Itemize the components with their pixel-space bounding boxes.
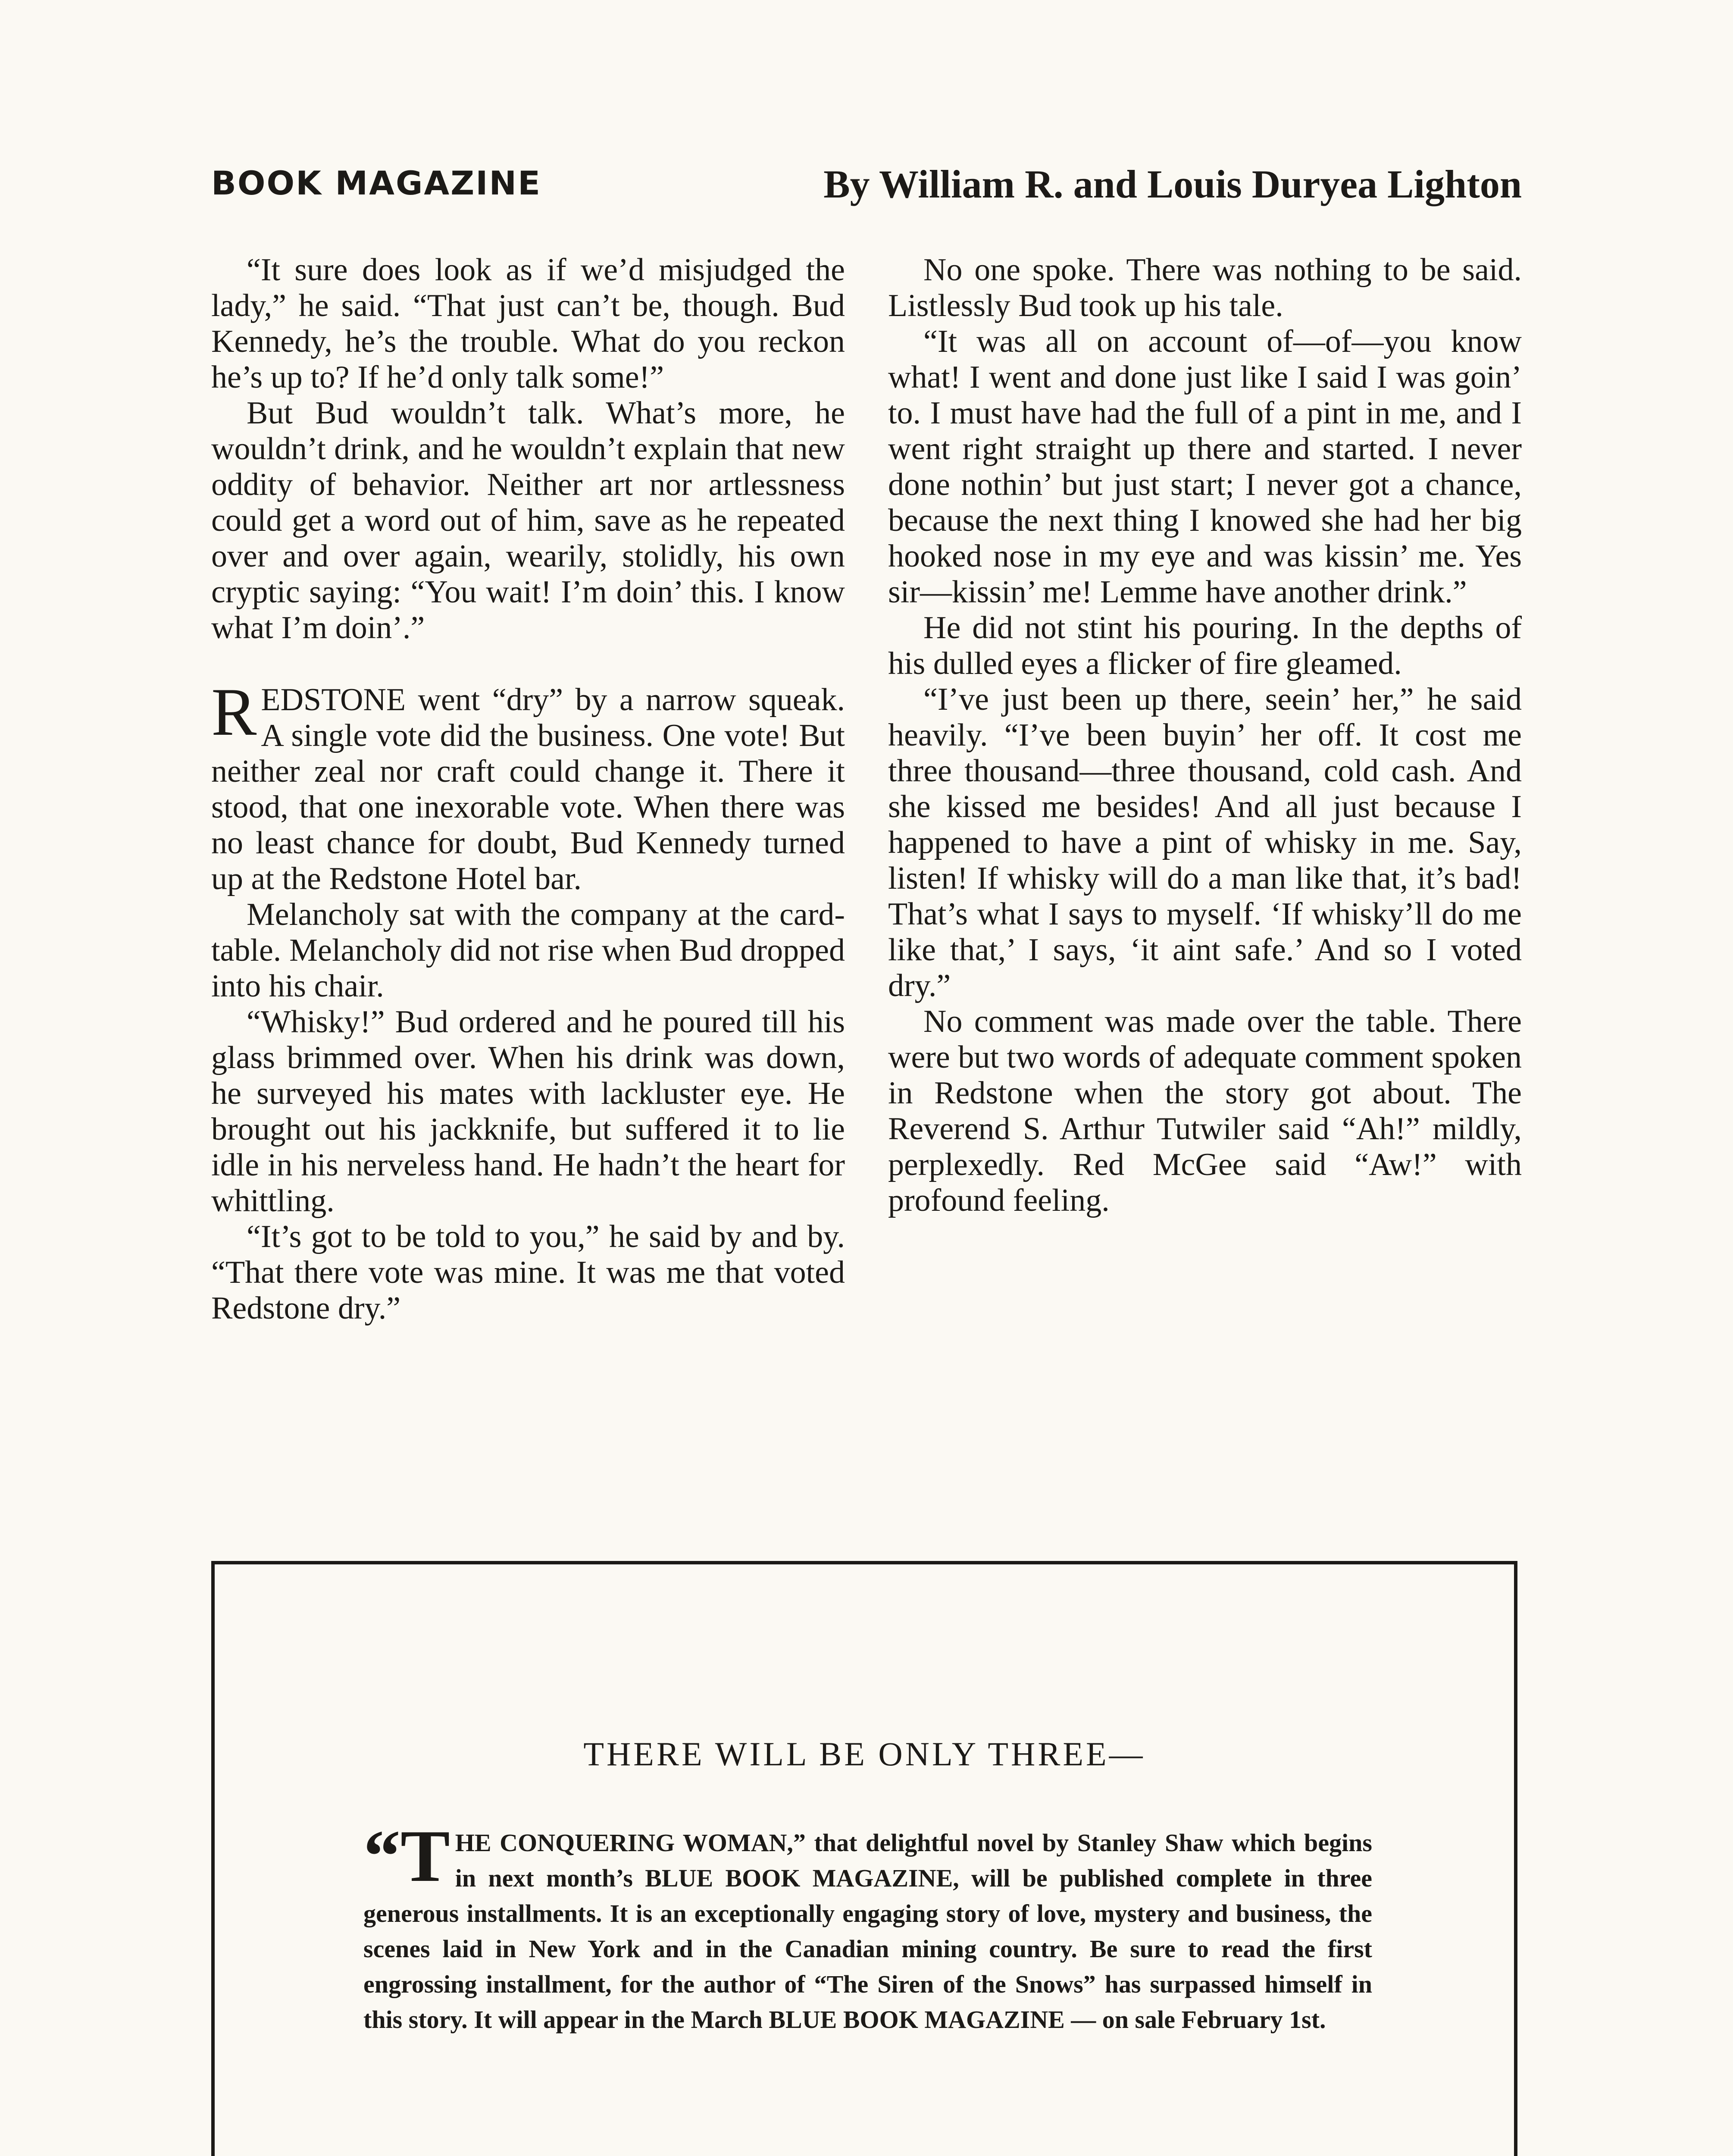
announcement-body: [363, 1815, 1372, 2037]
left-column: [211, 252, 845, 1326]
section-opening-paragraph: [211, 674, 845, 897]
paragraph: “I’ve just been up there, seein’ her,” he said heavily. “I’ve been buyin’ her off. It cost me three thousand—three thousand, cold cash. And she kissed me besides! And all just because I happened to have a pint of whisky in me. Say, listen! If whisky will do a man like that, it’s bad! That’s what I says to myself. ‘If whisky’ll do me like that,’ I says, ‘it aint safe.’ And so I voted dry.”: [888, 682, 1522, 1003]
announcement-box: [211, 1561, 1517, 2156]
paragraph: “Whisky!” Bud ordered and he poured till his glass brimmed over. When his drink was down, he surveyed his mates with lackluster eye. He brought out his jackknife, but suffered it to lie idle in his nerveless hand. He hadn’t the heart for whittling.: [211, 1004, 845, 1219]
magazine-title: BOOK MAGAZINE: [211, 164, 542, 202]
paragraph: “It was all on account of—of—you know what! I went and done just like I said I was goin’ to. I must have had the full of a pint in me, and I went right straight up there and started. I never done nothin’ but just start; I never got a chance, because the next thing I knowed she had her big hooked nose in my eye and was kissin’ me. Yes sir—kissin’ me! Lemme have another drink.”: [888, 324, 1522, 610]
paragraph: No one spoke. There was nothing to be said. Listlessly Bud took up his tale.: [888, 252, 1522, 323]
paragraph: “It’s got to be told to you,” he said by and by. “That there vote was mine. It was me that voted Redstone dry.”: [211, 1219, 845, 1326]
running-head: [211, 164, 1522, 211]
drop-cap-letter: T: [400, 1815, 450, 1897]
paragraph: But Bud wouldn’t talk. What’s more, he wouldn’t drink, and he wouldn’t explain that new oddity of behavior. Neither art nor artlessness could get a word out of him, save as he repeated over and over again, wearily, stolidly, his own cryptic saying: “You wait! I’m doin’ this. I know what I’m doin’.”: [211, 395, 845, 646]
drop-cap: R: [211, 674, 257, 750]
paragraph: No comment was made over the table. There were but two words of adequate comment spoken in Redstone when the story got about. The Reverend S. Arthur Tutwiler said “Ah!” mildly, perplexedly. Red McGee said “Aw!” with profound feeling.: [888, 1004, 1522, 1218]
announcement-title: THERE WILL BE ONLY THREE—: [583, 1735, 1145, 1773]
announcement-text: HE CONQUERING WOMAN,” that delightful novel by Stanley Shaw which begins in next month’s BLUE BOOK MAGAZINE, will be published complete in three generous installments. It is an exceptionally engaging story of love, mystery and business, the scenes laid in New York and in the Canadian mining country. Be sure to read the first engrossing installment, for the author of “The Siren of the Snows” has surpassed himself in this story. It will appear in the March BLUE BOOK MAGAZINE — on sale February 1st.: [363, 1829, 1372, 2034]
section-opening-text: EDSTONE went “dry” by a narrow squeak. A single vote did the business. One vote! But neither zeal nor craft could change it. There it stood, that one inexorable vote. When there was no least chance for doubt, Bud Kennedy turned up at the Redstone Hotel bar.: [211, 682, 845, 896]
author-byline: By William R. and Louis Duryea Lighton: [823, 162, 1522, 206]
open-quote: “: [363, 1815, 400, 1897]
paragraph: “It sure does look as if we’d misjudged the lady,” he said. “That just can’t be, though. Bud Kennedy, he’s the trouble. What do you reckon he’s up to? If he’d only talk some!”: [211, 252, 845, 395]
right-column: [888, 252, 1522, 1219]
paragraph: Melancholy sat with the company at the card-table. Melancholy did not rise when Bud dropped into his chair.: [211, 897, 845, 1004]
paragraph: He did not stint his pouring. In the depths of his dulled eyes a flicker of fire gleamed.: [888, 610, 1522, 681]
announcement-drop-cap: [363, 1815, 450, 1897]
